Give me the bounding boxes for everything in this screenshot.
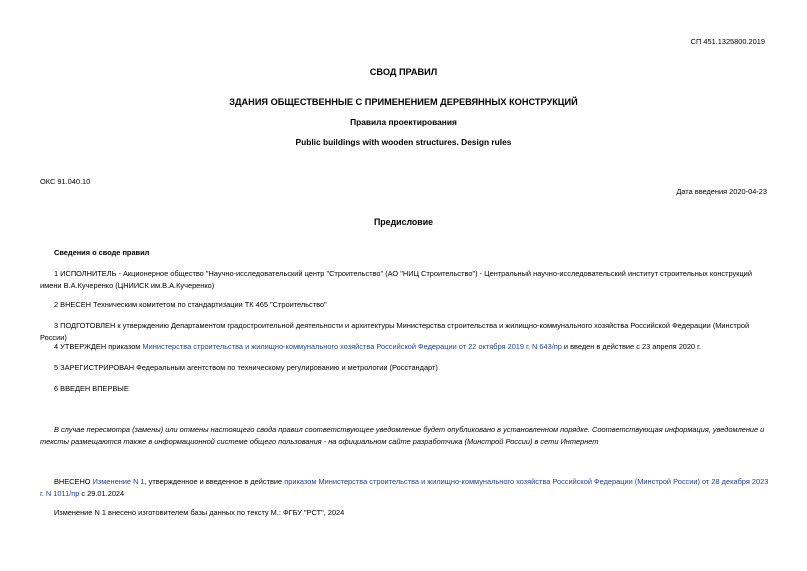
amendment-order-link[interactable]: приказом Министерства строительства и жилищно-коммунального хозяйства Российской Федерации (Минстрой России) от 28 декабря 2023 г. N 1011/пр: [40, 477, 769, 498]
document-title: ЗДАНИЯ ОБЩЕСТВЕННЫЕ С ПРИМЕНЕНИЕМ ДЕРЕВЯННЫХ КОНСТРУКЦИЙ: [229, 97, 578, 107]
revision-notice: В случае пересмотра (замены) или отмены настоящего свода правил соответствующее уведомление будет опубликовано в установленном порядке. Соответствующая информация, уведомление и тексты размещаются также в информационной системе общего пользования - на официальном сайте разработчика (Минстрой России) в сети Интернет: [40, 425, 765, 446]
document-title-english: Public buildings with wooden structures. Design rules: [295, 137, 512, 147]
preface-item-3: 3 ПОДГОТОВЛЕН к утверждению Департаментом градостроительной деятельности и архитектуры Министерства строительства и жилищно-коммунального хозяйства Российской Федерации (Минстрой России): [40, 321, 750, 342]
document-subtitle: Правила проектирования: [350, 117, 457, 127]
amendment-link[interactable]: Изменение N 1: [92, 477, 145, 486]
preface-item-5: 5 ЗАРЕГИСТРИРОВАН Федеральным агентством по техническому регулированию и метрологии (Росстандарт): [54, 363, 438, 372]
document-type-heading: СВОД ПРАВИЛ: [369, 67, 438, 77]
approval-order-link[interactable]: Министерства строительства и жилищно-коммунального хозяйства Российской Федерации от 22 октября 2019 г. N 643/пр: [142, 342, 562, 351]
preface-item-6: 6 ВВЕДЕН ВПЕРВЫЕ: [54, 384, 129, 393]
amendment-prefix: ВНЕСЕНО: [54, 477, 93, 486]
preface-item-1: 1 ИСПОЛНИТЕЛЬ - Акционерное общество "Научно-исследовательский центр "Строительство" (АО "НИЦ Строительство") - Центральный научно-исследовательский институт строительных конструкций имени В.А.Кучеренко (ЦНИИСК им.В.А.Кучеренко): [40, 269, 752, 290]
preface-item-2: 2 ВНЕСЕН Техническим комитетом по стандартизации ТК 465 "Строительство": [54, 300, 327, 309]
amendment-paragraph: [40, 476, 772, 499]
effective-date: Дата введения 2020-04-23: [676, 187, 767, 196]
amendment-suffix: с 29.01.2024: [79, 488, 125, 498]
document-code: СП 451.1325800.2019: [690, 37, 765, 46]
preface-heading: Предисловие: [373, 217, 434, 227]
amendment-note: Изменение N 1 внесено изготовителем базы данных по тексту М.: ФГБУ "РСТ", 2024: [54, 508, 345, 517]
oks-code: ОКС 91.040.10: [40, 177, 91, 186]
item-4-prefix: 4 УТВЕРЖДЕН приказом: [54, 342, 143, 351]
preface-item-4: [40, 341, 772, 353]
amendment-middle: , утвержденное и введенное в действие: [144, 477, 285, 486]
item-4-suffix: и введен в действие с 23 апреля 2020 г.: [561, 342, 702, 351]
info-heading: Сведения о своде правил: [54, 248, 150, 257]
